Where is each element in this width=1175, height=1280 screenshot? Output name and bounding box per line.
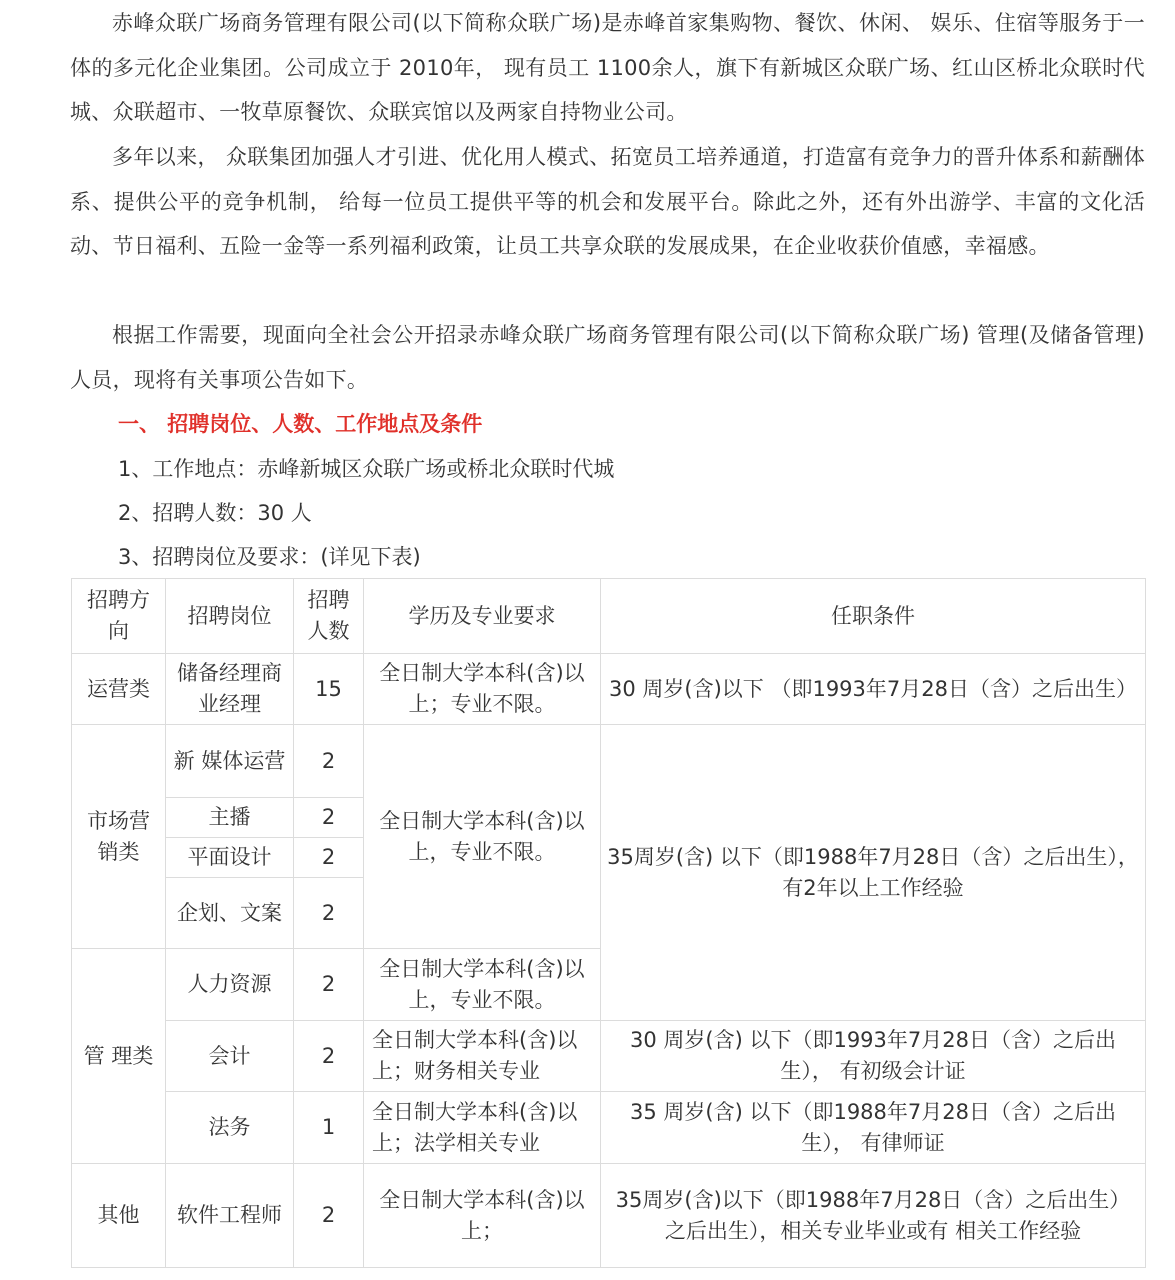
position-cell: 企划、文案 (166, 878, 294, 949)
position-cell: 主播 (166, 798, 294, 838)
count-cell: 2 (294, 725, 364, 798)
group-marketing: 市场营销类 (72, 725, 166, 949)
count-cell: 2 (294, 878, 364, 949)
position-cell: 会计 (166, 1021, 294, 1092)
table-row (72, 654, 1146, 725)
position-cell: 人力资源 (166, 949, 294, 1021)
positions-intro: 3、招聘岗位及要求：(详见下表) (118, 545, 421, 569)
section-heading: 一、 招聘岗位、人数、工作地点及条件 (118, 412, 483, 436)
table-header-row (72, 579, 1146, 654)
jobs-table (71, 578, 1146, 1268)
intro-paragraph-benefits: 多年以来， 众联集团加强人才引进、优化用人模式、拓宽员工培养通道，打造富有竞争力的晋升体系和薪酬体系、提供公平的竞争机制， 给每一位员工提供平等的机会和发展平台。除此之外，还有外出游学、丰富的文化活动、节日福利、五险一金等一系列福利政策，让员工共享众联的发展成果，在企业收获价值感，幸福感。 (70, 145, 1145, 258)
count-cell: 2 (294, 798, 364, 838)
conditions-cell: 35周岁(含)以下（即1988年7月28日（含）之后出生）之后出生），相关专业毕业或有 相关工作经验 (601, 1164, 1146, 1268)
table-row (72, 1021, 1146, 1092)
conditions-cell: 35 周岁(含) 以下（即1988年7月28日（含）之后出生）， 有律师证 (601, 1092, 1146, 1164)
intro-paragraph-announcement: 根据工作需要，现面向全社会公开招录赤峰众联广场商务管理有限公司(以下简称众联广场) 管理(及储备管理) 人员，现将有关事项公告如下。 (70, 323, 1145, 392)
count-cell: 2 (294, 949, 364, 1021)
group-management: 管 理类 (72, 949, 166, 1164)
count-cell: 2 (294, 838, 364, 878)
intro-paragraph-company: 赤峰众联广场商务管理有限公司(以下简称众联广场)是赤峰首家集购物、餐饮、休闲、 娱乐、住宿等服务于一体的多元化企业集团。公司成立于 2010年， 现有员工 1100余人，旗下有新城区众联广场、红山区桥北众联时代 城、众联超市、一牧草原餐饮、众联宾馆以及两家自持物业公司。 (70, 11, 1145, 124)
education-cell: 全日制大学本科(含)以上； (364, 1164, 601, 1268)
position-cell: 平面设计 (166, 838, 294, 878)
group-other: 其他 (72, 1164, 166, 1268)
position-cell: 储备经理商业经理 (166, 654, 294, 725)
table-row (72, 1164, 1146, 1268)
header-count: 招聘人数 (294, 579, 364, 654)
conditions-cell: 30 周岁(含) 以下（即1993年7月28日（含）之后出生）， 有初级会计证 (601, 1021, 1146, 1092)
table-row (72, 725, 1146, 798)
table-row (72, 1092, 1146, 1164)
header-education: 学历及专业要求 (364, 579, 601, 654)
count-cell: 2 (294, 1021, 364, 1092)
position-cell: 法务 (166, 1092, 294, 1164)
education-cell: 全日制大学本科(含)以上；财务相关专业 (364, 1021, 601, 1092)
count-cell: 2 (294, 1164, 364, 1268)
position-cell: 软件工程师 (166, 1164, 294, 1268)
group-operations: 运营类 (72, 654, 166, 725)
header-direction: 招聘方向 (72, 579, 166, 654)
headcount: 2、招聘人数：30 人 (118, 501, 312, 525)
count-cell: 15 (294, 654, 364, 725)
education-cell: 全日制大学本科(含)以上，专业不限。 (364, 949, 601, 1021)
education-cell: 全日制大学本科(含)以上，专业不限。 (364, 725, 601, 949)
education-cell: 全日制大学本科(含)以上；法学相关专业 (364, 1092, 601, 1164)
position-cell: 新 媒体运营 (166, 725, 294, 798)
education-cell: 全日制大学本科(含)以上；专业不限。 (364, 654, 601, 725)
conditions-cell: 30 周岁(含)以下 （即1993年7月28日（含）之后出生） (601, 654, 1146, 725)
count-cell: 1 (294, 1092, 364, 1164)
work-location: 1、工作地点：赤峰新城区众联广场或桥北众联时代城 (118, 457, 615, 481)
conditions-cell: 35周岁(含) 以下（即1988年7月28日（含）之后出生）， 有2年以上工作经验 (601, 725, 1146, 1021)
header-conditions: 任职条件 (601, 579, 1146, 654)
header-position: 招聘岗位 (166, 579, 294, 654)
